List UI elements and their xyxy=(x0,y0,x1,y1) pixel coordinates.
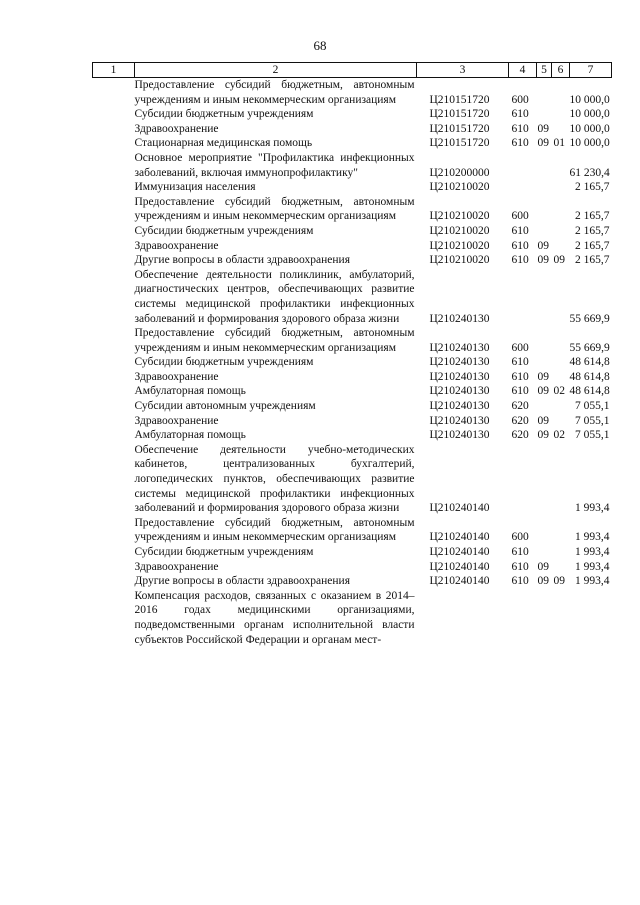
amount-cell: 1 993,4 xyxy=(575,531,610,544)
subsection-cell xyxy=(552,268,570,326)
table-row xyxy=(93,589,612,647)
row-number-cell xyxy=(93,268,135,326)
section-cell xyxy=(537,516,552,545)
table-row xyxy=(93,560,612,575)
table-row xyxy=(93,239,612,254)
table-row xyxy=(93,224,612,239)
section-cell: 09 xyxy=(537,370,549,383)
expense-type-cell: 600 xyxy=(511,93,529,106)
section-cell: 09 xyxy=(537,137,549,150)
expense-type-cell: 600 xyxy=(511,341,529,354)
item-name-cell: Субсидии бюджетным учреждениям xyxy=(134,356,314,369)
table-row xyxy=(93,326,612,355)
expense-type-cell: 620 xyxy=(511,400,529,413)
section-cell xyxy=(537,545,552,560)
section-cell xyxy=(537,399,552,414)
target-code-cell: Ц210240140 xyxy=(429,560,490,573)
target-code-cell: Ц210210020 xyxy=(429,181,490,194)
subsection-cell xyxy=(552,545,570,560)
row-number-cell xyxy=(93,428,135,443)
subsection-cell xyxy=(552,107,570,122)
subsection-cell: 01 xyxy=(553,137,565,150)
header-row xyxy=(93,63,612,78)
item-name-cell: Субсидии бюджетным учреждениям xyxy=(134,108,314,121)
amount-cell: 7 055,1 xyxy=(575,414,610,427)
table-row xyxy=(93,355,612,370)
row-number-cell xyxy=(93,107,135,122)
subsection-cell xyxy=(552,516,570,545)
item-name-cell: Обеспечение деятельности учебно-методических кабинетов, централизованных бухгалтерий, логопедических пунктов, обеспечивающих развитие системы медицинской профилактики инфекционных заболеваний и формирования здорового образа жизни xyxy=(134,443,415,515)
table-row xyxy=(93,122,612,137)
row-number-cell xyxy=(93,399,135,414)
expense-type-cell xyxy=(509,151,537,180)
amount-cell: 55 669,9 xyxy=(569,312,610,325)
expense-type-cell: 620 xyxy=(511,429,529,442)
section-cell: 09 xyxy=(537,254,549,267)
row-number-cell xyxy=(93,355,135,370)
table-row xyxy=(93,136,612,151)
item-name-cell: Здравоохранение xyxy=(134,122,219,135)
expense-type-cell: 610 xyxy=(511,224,529,237)
section-cell: 09 xyxy=(537,414,549,427)
amount-cell: 2 165,7 xyxy=(575,210,610,223)
row-number-cell xyxy=(93,326,135,355)
col-header-3: 3 xyxy=(417,63,509,78)
col-header-5: 5 xyxy=(537,63,552,78)
subsection-cell xyxy=(552,180,570,195)
amount-cell: 10 000,0 xyxy=(569,93,610,106)
target-code-cell: Ц210240130 xyxy=(429,341,490,354)
subsection-cell: 09 xyxy=(553,254,565,267)
item-name-cell: Амбулаторная помощь xyxy=(134,429,246,442)
table-row xyxy=(93,414,612,429)
row-number-cell xyxy=(93,195,135,224)
item-name-cell: Компенсация расходов, связанных с оказанием в 2014–2016 годах медицинскими организациями, подведомственными органам исполнительной власти субъектов Российской Федерации и органам мест- xyxy=(134,589,415,646)
row-number-cell xyxy=(93,180,135,195)
amount-cell: 1 993,4 xyxy=(575,502,610,515)
table-row xyxy=(93,443,612,516)
row-number-cell xyxy=(93,414,135,429)
table-row xyxy=(93,516,612,545)
target-code-cell: Ц210240140 xyxy=(429,502,490,515)
amount-cell: 7 055,1 xyxy=(575,400,610,413)
subsection-cell xyxy=(552,122,570,137)
expense-type-cell: 610 xyxy=(511,254,529,267)
item-name-cell: Обеспечение деятельности поликлиник, амбулаторий, диагностических центров, обеспечивающих развитие системы медицинской профилактики инфекционных заболеваний и формирования здорового образа жизни xyxy=(134,268,415,325)
amount-cell: 10 000,0 xyxy=(569,137,610,150)
section-cell xyxy=(537,151,552,180)
table-row xyxy=(93,180,612,195)
row-number-cell xyxy=(93,443,135,516)
target-code-cell: Ц210210020 xyxy=(429,210,490,223)
row-number-cell xyxy=(93,224,135,239)
expense-type-cell xyxy=(509,443,537,516)
table-row xyxy=(93,151,612,180)
row-number-cell xyxy=(93,151,135,180)
expense-type-cell: 600 xyxy=(511,531,529,544)
table-row xyxy=(93,428,612,443)
item-name-cell: Предоставление субсидий бюджетным, автономным учреждениям и иным некоммерческим организациям xyxy=(134,195,415,223)
target-code-cell: Ц210151720 xyxy=(429,108,490,121)
row-number-cell xyxy=(93,253,135,268)
subsection-cell xyxy=(552,399,570,414)
section-cell: 09 xyxy=(537,429,549,442)
expense-type-cell: 620 xyxy=(511,414,529,427)
table-row xyxy=(93,268,612,326)
item-name-cell: Здравоохранение xyxy=(134,239,219,252)
expense-type-cell: 610 xyxy=(511,575,529,588)
amount-cell: 48 614,8 xyxy=(569,370,610,383)
table-row xyxy=(93,107,612,122)
table-row xyxy=(93,399,612,414)
section-cell xyxy=(537,268,552,326)
target-code-cell: Ц210240130 xyxy=(429,385,490,398)
item-name-cell: Здравоохранение xyxy=(134,414,219,427)
target-code-cell: Ц210240130 xyxy=(429,312,490,325)
section-cell xyxy=(537,107,552,122)
target-code-cell: Ц210210020 xyxy=(429,239,490,252)
item-name-cell: Иммунизация населения xyxy=(134,181,256,194)
amount-cell: 2 165,7 xyxy=(575,181,610,194)
row-number-cell xyxy=(93,560,135,575)
col-header-1: 1 xyxy=(93,63,135,78)
expense-type-cell: 600 xyxy=(511,210,529,223)
row-number-cell xyxy=(93,574,135,589)
amount-cell: 10 000,0 xyxy=(569,122,610,135)
target-code-cell: Ц210200000 xyxy=(429,166,490,179)
subsection-cell xyxy=(552,589,570,647)
row-number-cell xyxy=(93,122,135,137)
amount-cell: 7 055,1 xyxy=(575,429,610,442)
amount-cell xyxy=(570,589,612,647)
section-cell: 09 xyxy=(537,575,549,588)
target-code-cell: Ц210240140 xyxy=(429,546,490,558)
section-cell xyxy=(537,180,552,195)
section-cell xyxy=(537,326,552,355)
amount-cell: 61 230,4 xyxy=(569,166,610,179)
target-code-cell: Ц210240140 xyxy=(429,575,490,588)
subsection-cell xyxy=(552,370,570,385)
amount-cell: 1 993,4 xyxy=(575,575,610,588)
target-code-cell: Ц210240130 xyxy=(429,356,490,369)
col-header-4: 4 xyxy=(509,63,537,78)
amount-cell: 1 993,4 xyxy=(575,560,610,573)
section-cell: 09 xyxy=(537,239,549,252)
subsection-cell xyxy=(552,443,570,516)
item-name-cell: Субсидии бюджетным учреждениям xyxy=(134,546,314,558)
subsection-cell xyxy=(552,414,570,429)
item-name-cell: Субсидии автономным учреждениям xyxy=(134,400,316,413)
expense-type-cell: 610 xyxy=(511,370,529,383)
col-header-6: 6 xyxy=(552,63,570,78)
section-cell xyxy=(537,224,552,239)
row-number-cell xyxy=(93,384,135,399)
expense-type-cell: 610 xyxy=(511,546,529,558)
row-number-cell xyxy=(93,545,135,560)
target-code-cell: Ц210240130 xyxy=(429,370,490,383)
table-row xyxy=(93,195,612,224)
table-row xyxy=(93,253,612,268)
amount-cell: 48 614,8 xyxy=(569,385,610,398)
row-number-cell xyxy=(93,516,135,545)
amount-cell: 2 165,7 xyxy=(575,224,610,237)
subsection-cell xyxy=(552,560,570,575)
section-cell xyxy=(537,443,552,516)
section-cell: 09 xyxy=(537,122,549,135)
target-code-cell: Ц210240140 xyxy=(429,531,490,544)
item-name-cell: Основное мероприятие "Профилактика инфекционных заболеваний, включая иммунопрофилактику" xyxy=(134,151,415,179)
row-number-cell xyxy=(93,370,135,385)
item-name-cell: Другие вопросы в области здравоохранения xyxy=(134,254,350,267)
section-cell xyxy=(537,589,552,647)
expense-type-cell: 610 xyxy=(511,239,529,252)
target-code-cell xyxy=(417,589,509,647)
row-number-cell xyxy=(93,589,135,647)
subsection-cell xyxy=(552,195,570,224)
expense-type-cell xyxy=(509,589,537,647)
target-code-cell: Ц210151720 xyxy=(429,137,490,150)
target-code-cell: Ц210240130 xyxy=(429,400,490,413)
subsection-cell: 02 xyxy=(553,429,565,442)
target-code-cell: Ц210240130 xyxy=(429,429,490,442)
subsection-cell xyxy=(552,355,570,370)
target-code-cell: Ц210210020 xyxy=(429,254,490,267)
col-header-2: 2 xyxy=(135,63,417,78)
section-cell xyxy=(537,78,552,108)
subsection-cell xyxy=(552,326,570,355)
section-cell xyxy=(537,355,552,370)
table-row xyxy=(93,370,612,385)
target-code-cell: Ц210151720 xyxy=(429,122,490,135)
table-row xyxy=(93,384,612,399)
expense-type-cell: 610 xyxy=(511,108,529,121)
subsection-cell xyxy=(552,151,570,180)
target-code-cell: Ц210240130 xyxy=(429,414,490,427)
item-name-cell: Здравоохранение xyxy=(134,370,219,383)
item-name-cell: Субсидии бюджетным учреждениям xyxy=(134,224,314,237)
expense-type-cell: 610 xyxy=(511,122,529,135)
amount-cell: 55 669,9 xyxy=(569,341,610,354)
amount-cell: 48 614,8 xyxy=(569,356,610,369)
amount-cell: 2 165,7 xyxy=(575,239,610,252)
expense-type-cell xyxy=(509,180,537,195)
item-name-cell: Здравоохранение xyxy=(134,560,219,573)
subsection-cell: 02 xyxy=(553,385,565,398)
section-cell xyxy=(537,195,552,224)
table-row xyxy=(93,574,612,589)
expense-type-cell: 610 xyxy=(511,356,529,369)
row-number-cell xyxy=(93,239,135,254)
item-name-cell: Стационарная медицинская помощь xyxy=(134,137,313,150)
amount-cell: 10 000,0 xyxy=(569,108,610,121)
row-number-cell xyxy=(93,136,135,151)
page-number: 68 xyxy=(313,38,327,53)
target-code-cell: Ц210151720 xyxy=(429,93,490,106)
item-name-cell: Предоставление субсидий бюджетным, автономным учреждениям и иным некоммерческим организациям xyxy=(134,516,415,544)
row-number-cell xyxy=(93,78,135,108)
table-body xyxy=(93,78,612,648)
budget-table xyxy=(92,62,612,647)
item-name-cell: Предоставление субсидий бюджетным, автономным учреждениям и иным некоммерческим организациям xyxy=(134,327,415,354)
subsection-cell: 09 xyxy=(553,575,565,588)
target-code-cell: Ц210210020 xyxy=(429,224,490,237)
subsection-cell xyxy=(552,239,570,254)
table-row xyxy=(93,545,612,560)
amount-cell: 2 165,7 xyxy=(575,254,610,267)
section-cell: 09 xyxy=(537,560,549,573)
expense-type-cell: 610 xyxy=(511,137,529,150)
col-header-7: 7 xyxy=(570,63,612,78)
item-name-cell: Амбулаторная помощь xyxy=(134,385,246,398)
table-row xyxy=(93,78,612,108)
item-name-cell: Другие вопросы в области здравоохранения xyxy=(134,575,350,588)
expense-type-cell: 610 xyxy=(511,385,529,398)
section-cell: 09 xyxy=(537,385,549,398)
expense-type-cell xyxy=(509,268,537,326)
subsection-cell xyxy=(552,224,570,239)
expense-type-cell: 610 xyxy=(511,560,529,573)
subsection-cell xyxy=(552,78,570,108)
amount-cell: 1 993,4 xyxy=(575,546,610,558)
item-name-cell: Предоставление субсидий бюджетным, автономным учреждениям и иным некоммерческим организациям xyxy=(134,79,415,106)
